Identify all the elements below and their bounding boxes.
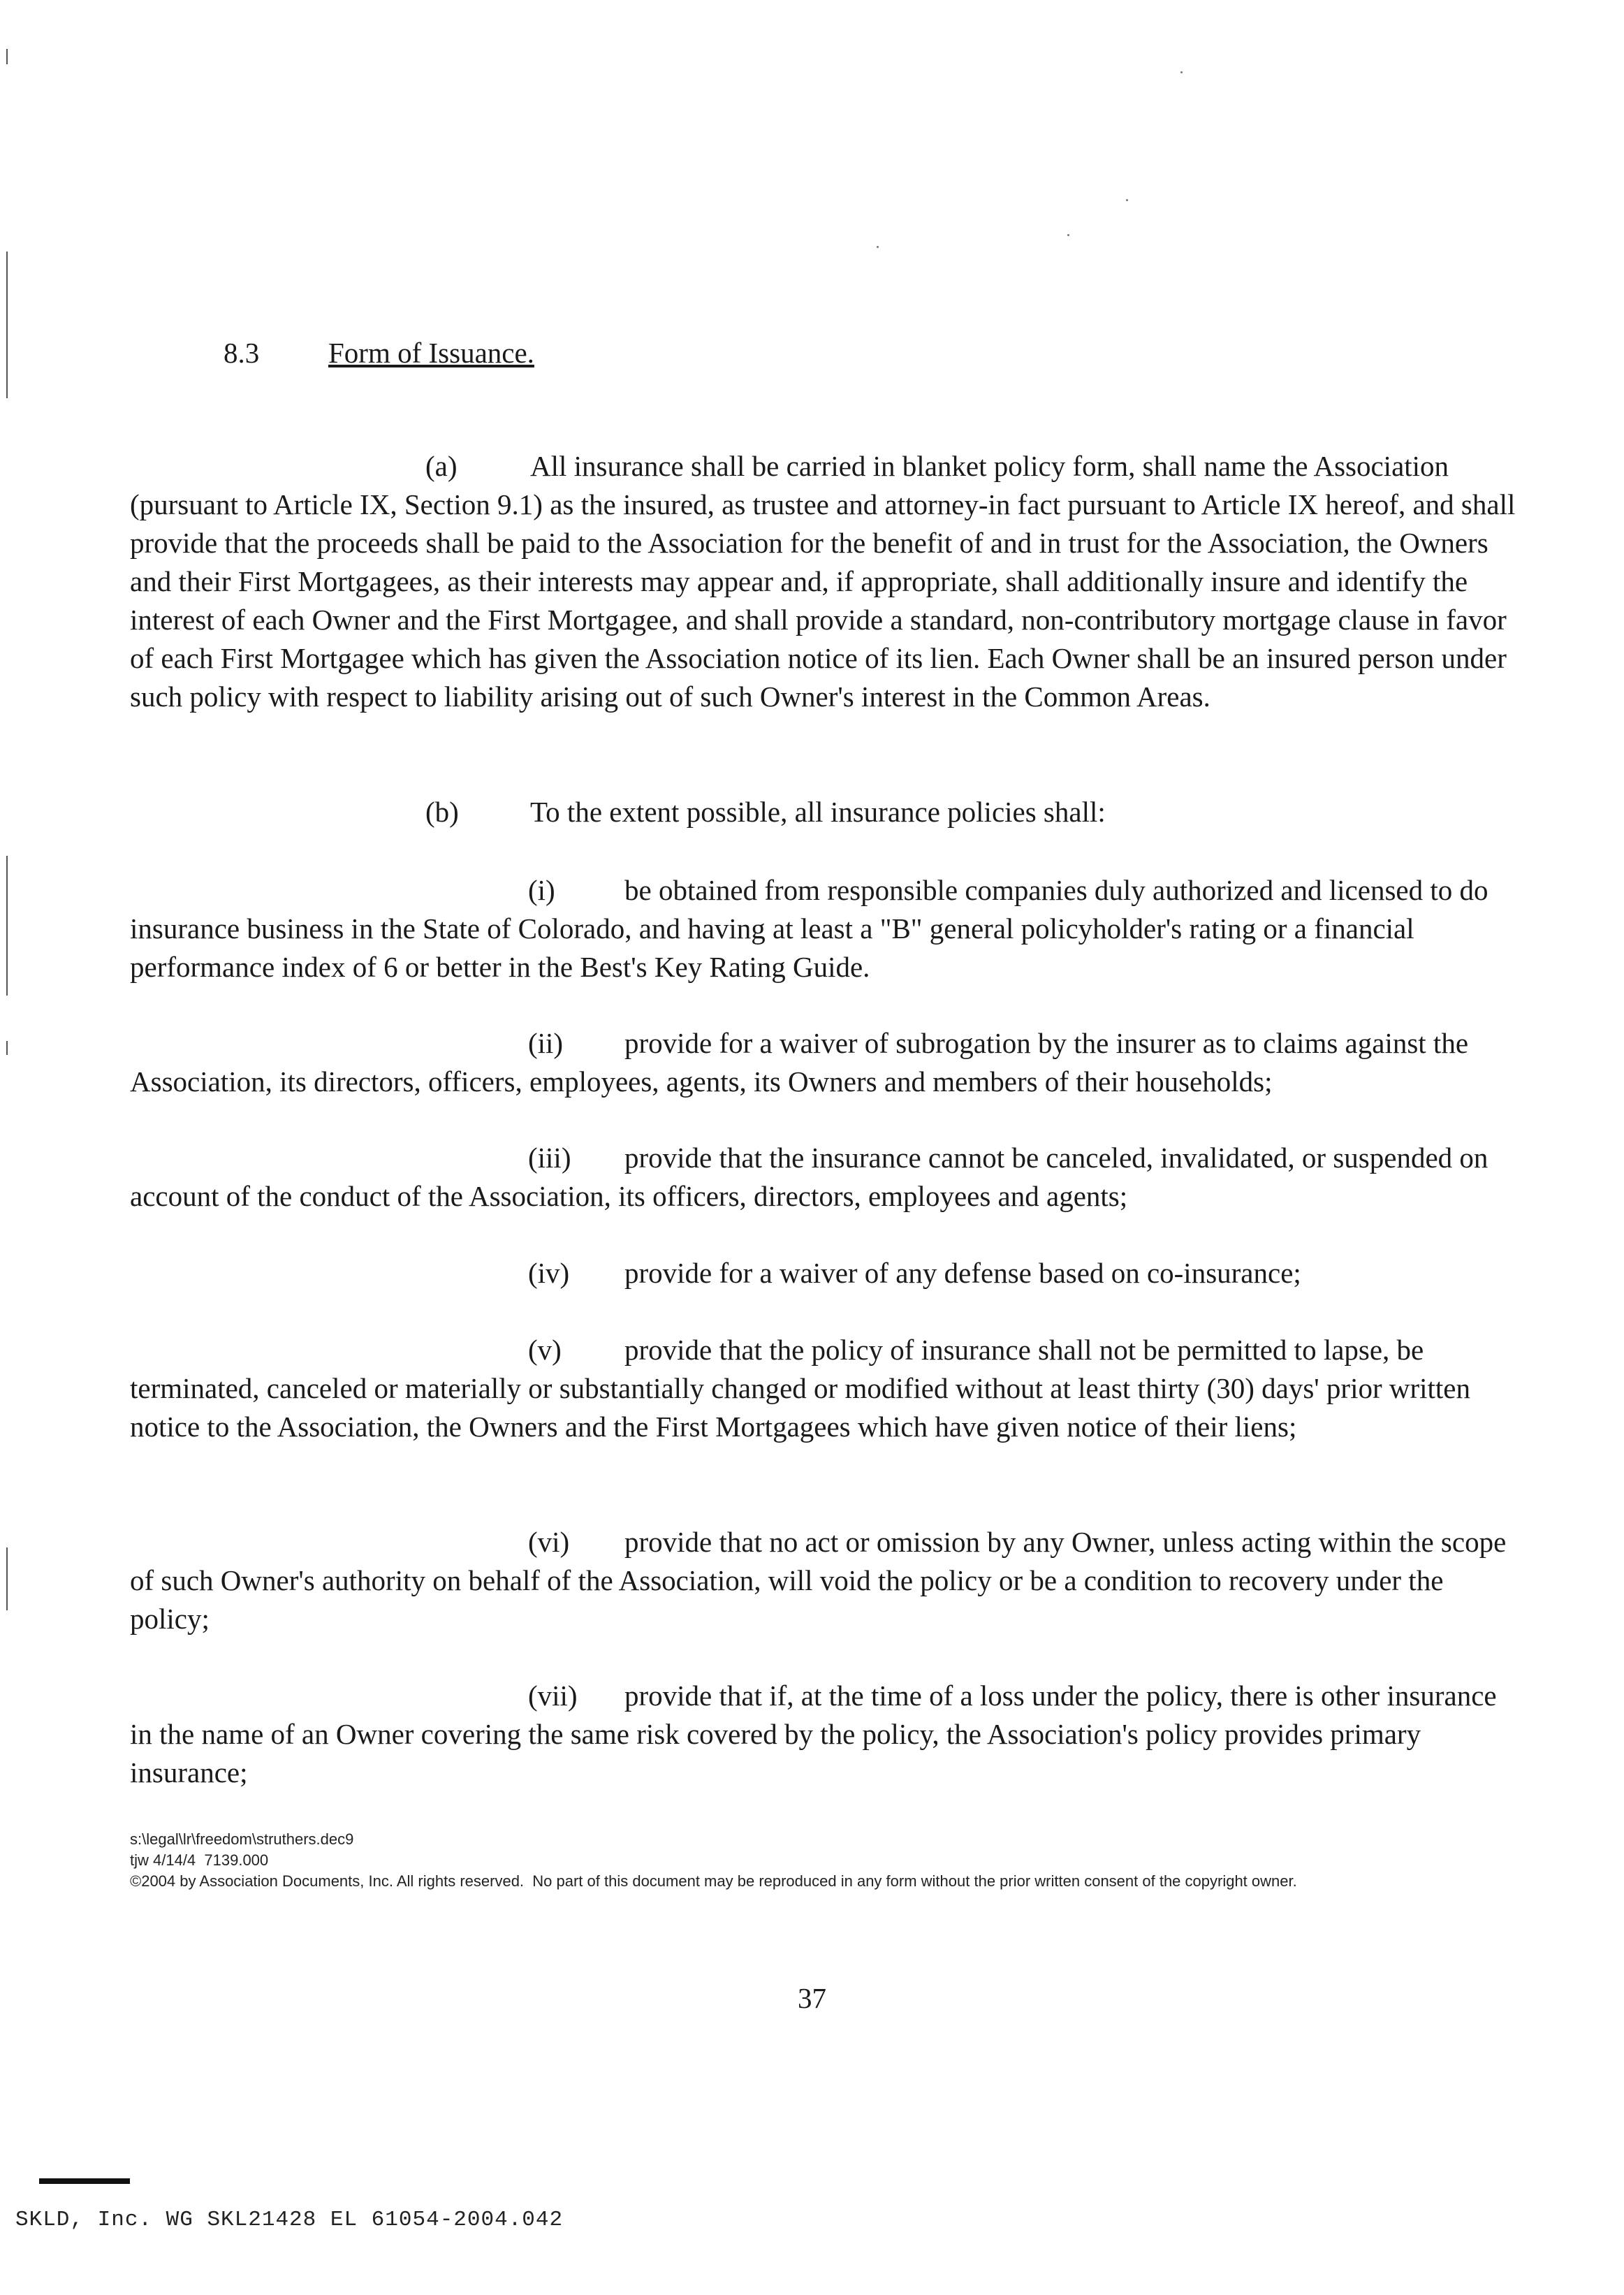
subparagraph-i-text: be obtained from responsible companies duly authorized and licensed to do insurance business in the State of Colorado, and having at least a "B" general policyholder's rating or a financial performance index of 6 or better in the Best's Key Rating Guide.: [130, 874, 1488, 983]
subparagraph-ii-text: provide for a waiver of subrogation by the insurer as to claims against the Association, its directors, officers, employees, agents, its Owners and members of their households;: [130, 1027, 1469, 1098]
subparagraph-vii-text: provide that if, at the time of a loss under the policy, there is other insurance in the name of an Owner covering the same risk covered by the policy, the Association's policy provides primary insurance;: [130, 1680, 1497, 1788]
scan-speck: [1126, 199, 1128, 201]
subparagraph-iv: [130, 1254, 1523, 1292]
subparagraph-iv-text: provide for a waiver of any defense based on co-insurance;: [624, 1257, 1301, 1289]
subparagraph-i-marker: (i): [528, 874, 555, 906]
scan-margin-mark: [6, 1547, 8, 1610]
subparagraph-vi-marker: (vi): [528, 1526, 570, 1558]
subparagraph-v: [130, 1331, 1523, 1446]
subparagraph-v-marker: (v): [528, 1334, 562, 1366]
scan-speck: [1180, 71, 1183, 73]
footer-copyright: ©2004 by Association Documents, Inc. All rights reserved. No part of this document may be reproduced in any form without the prior written consent of the copyright owner.: [130, 1872, 1297, 1890]
subparagraph-ii: [130, 1024, 1523, 1101]
subparagraph-iv-marker: (iv): [528, 1257, 570, 1289]
subparagraph-vii-marker: (vii): [528, 1680, 578, 1712]
page-number: 37: [798, 1982, 826, 2014]
document-footer: [130, 1829, 1527, 1892]
paragraph-b: [130, 793, 1523, 831]
section-heading: [224, 334, 534, 372]
scan-margin-mark: [6, 856, 8, 996]
scan-margin-mark: [6, 252, 8, 398]
subparagraph-iii-text: provide that the insurance cannot be canceled, invalidated, or suspended on account of the conduct of the Association, its officers, directors, employees and agents;: [130, 1142, 1488, 1212]
paragraph-b-text: To the extent possible, all insurance policies shall:: [530, 796, 1106, 828]
subparagraph-i: [130, 871, 1523, 986]
scan-speck: [1067, 234, 1069, 236]
subparagraph-v-text: provide that the policy of insurance shall not be permitted to lapse, be terminated, canceled or materially or substantially changed or modified without at least thirty (30) days' prior written notice to the Association, the Owners and the First Mortgagees which have given notice of their liens;: [130, 1334, 1470, 1443]
scan-speck: [877, 246, 879, 248]
subparagraph-vi-text: provide that no act or omission by any Owner, unless acting within the scope of such Owner's authority on behalf of the Association, will void the policy or be a condition to recovery under the policy;: [130, 1526, 1507, 1635]
section-title: Form of Issuance.: [328, 337, 534, 369]
subparagraph-iii-marker: (iii): [528, 1142, 571, 1174]
subparagraph-ii-marker: (ii): [528, 1027, 564, 1059]
subparagraph-vi: [130, 1523, 1523, 1638]
section-number: 8.3: [224, 337, 260, 369]
document-stamp: SKLD, Inc. WG SKL21428 EL 61054-2004.042: [15, 2208, 564, 2232]
paragraph-a-text: All insurance shall be carried in blanket policy form, shall name the Association (pursuant to Article IX, Section 9.1) as the insured, as trustee and attorney-in fact pursuant to Article IX hereof, and shall provide that the proceeds shall be paid to the Association for the benefit of and in trust for the Association, the Owners and their First Mortgagees, as their interests may appear and, if appropriate, shall additionally insure and identify the interest of each Owner and the First Mortgagee, and shall provide a standard, non-contributory mortgage clause in favor of each First Mortgagee which has given the Association notice of its lien. Each Owner shall be an insured person under such policy with respect to liability arising out of such Owner's interest in the Common Areas.: [130, 450, 1516, 713]
stamp-bar: [39, 2178, 130, 2184]
paragraph-a-marker: (a): [425, 450, 458, 482]
scan-margin-mark: [6, 49, 8, 64]
paragraph-b-marker: (b): [425, 796, 459, 828]
subparagraph-iii: [130, 1139, 1523, 1216]
footer-reference: tjw 4/14/4 7139.000: [130, 1851, 269, 1869]
paragraph-a: [130, 447, 1523, 716]
footer-file-path: s:\legal\lr\freedom\struthers.dec9: [130, 1830, 354, 1848]
subparagraph-vii: [130, 1677, 1523, 1792]
scan-margin-mark: [6, 1041, 8, 1055]
